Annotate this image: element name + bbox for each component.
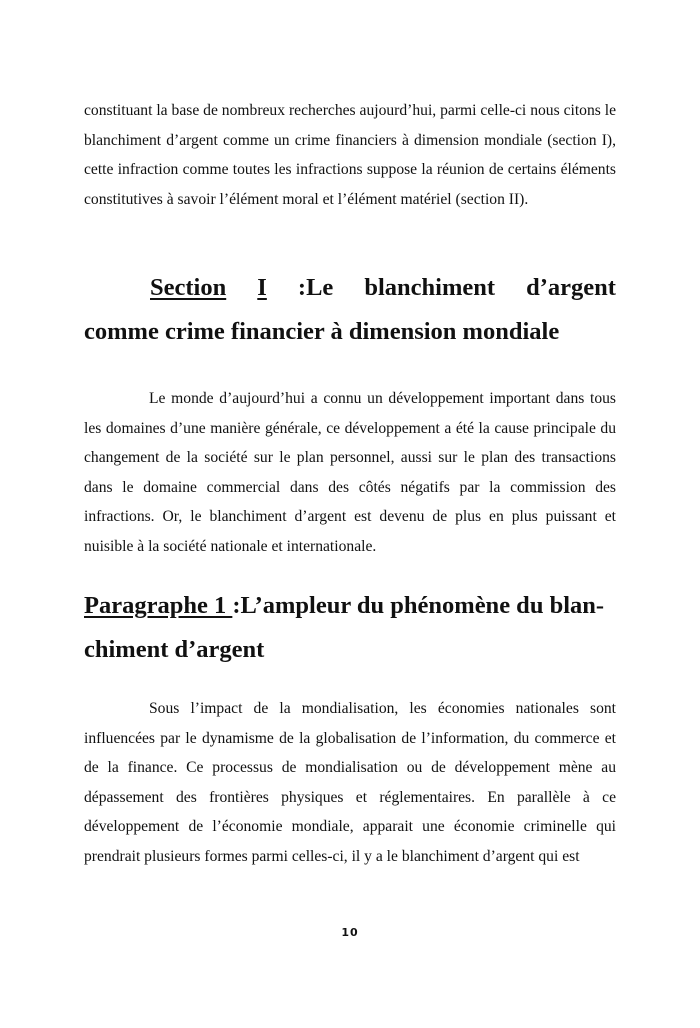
paragraph-1-heading-line2: chiment d’argent: [84, 636, 265, 663]
section-title-blanchiment: blanchiment: [364, 274, 496, 301]
section-1-paragraph: Le monde d’aujourd’hui a connu un développement important dans tous les domaines d’une manière générale, ce développement a été la cause principale du changement de la société sur le plan personnel, aussi sur le plan des transactions dans le domaine commercial dans des côtés négatifs par la commission des infractions. Or, le blanchiment d’argent est devenu de plus en plus puissant et nuisible à la société nationale et internationale.: [84, 390, 616, 555]
paragraph-1-body: Sous l’impact de la mondialisation, les économies nationales sont influencées par le dynamisme de la globalisation de l’information, du commerce et de la finance. Ce processus de mondialisation ou de développement mène au dépassement des frontières physiques et réglementaires. En parallèle à ce développement de l’économie mondiale, apparait une économie criminelle qui prendrait plusieurs formes parmi celles-ci, il y a le blanchiment d’argent qui est: [84, 700, 616, 865]
page-number: 10: [341, 926, 359, 939]
paragraph-label: Paragraphe 1: [84, 592, 233, 619]
paragraph-title-part1: :L’ampleur du phénomène du blan-: [232, 592, 605, 619]
section-1-heading-line2: comme crime financier à dimension mondiale: [84, 318, 560, 345]
section-1-heading-line1: [84, 266, 616, 310]
paragraph-1-heading: [84, 584, 616, 672]
paragraph-1-heading-line1: [84, 584, 616, 628]
intro-paragraph: constituant la base de nombreux recherches aujourd’hui, parmi celle-ci nous citons le blanchiment d’argent comme un crime financiers à dimension mondiale (section I), cette infraction comme toutes les infractions suppose la réunion de certains éléments constitutives à savoir l’élément moral et l’élément matériel (section II).: [84, 102, 616, 208]
section-label: Section: [150, 274, 227, 301]
section-1-heading: [84, 266, 616, 354]
section-title-le: :Le: [297, 274, 334, 301]
section-title-argent: d’argent: [526, 274, 616, 301]
section-numeral: I: [257, 274, 267, 301]
